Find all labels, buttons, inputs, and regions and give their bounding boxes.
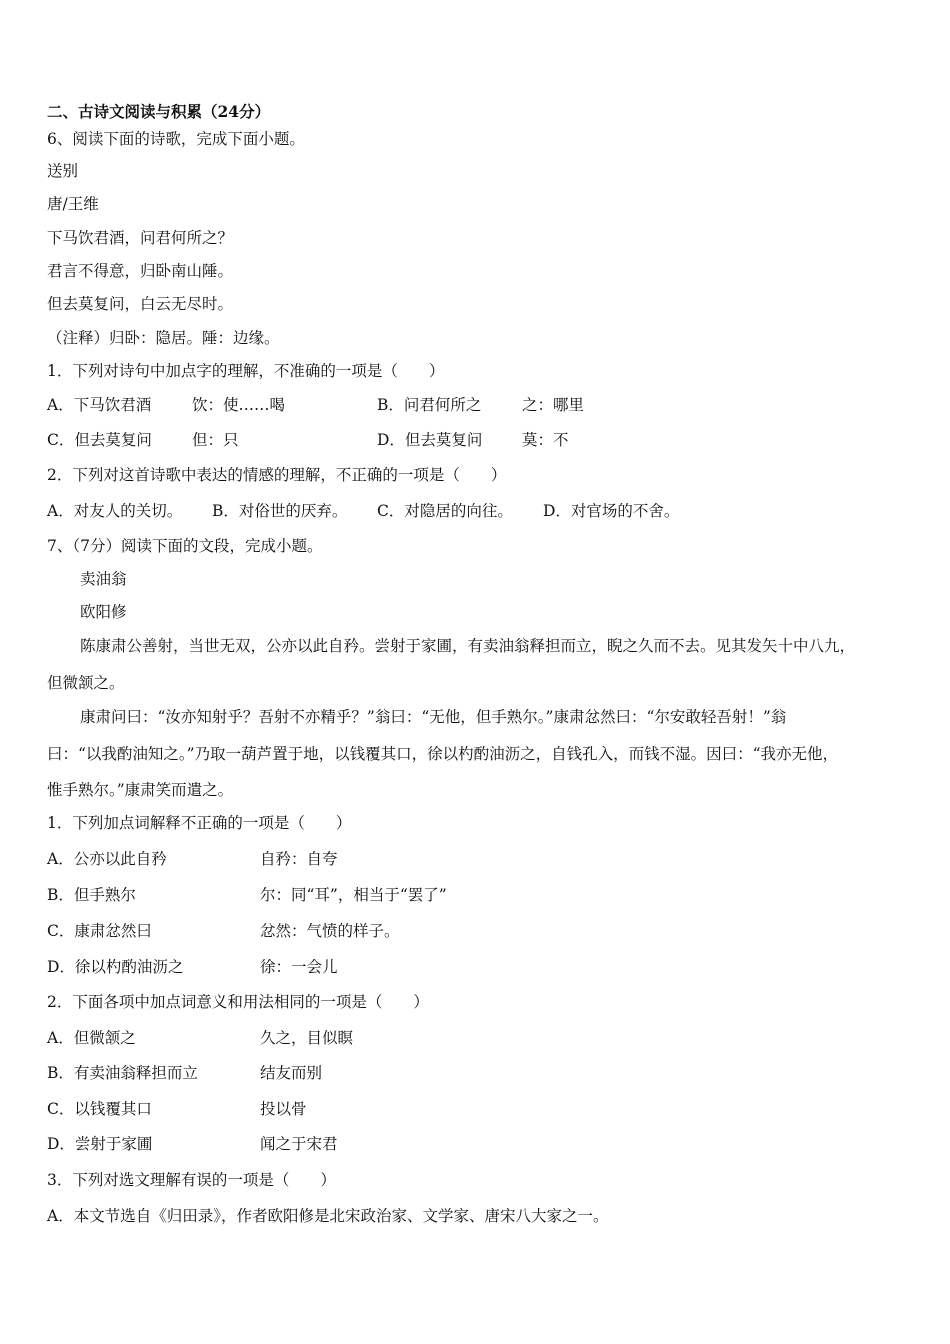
passage-line: 但微颔之。 [47, 674, 125, 692]
option-gloss: 徐：一会儿 [260, 958, 338, 976]
passage-title: 卖油翁 [80, 570, 127, 588]
q7-sub1-option [47, 957, 338, 977]
q7-sub2-option [47, 1099, 307, 1119]
option-gloss: 莫：不 [522, 431, 569, 449]
passage-line: 惟手熟尔。”康肃笑而遣之。 [47, 781, 234, 799]
q6-sub1-option-c [47, 430, 239, 450]
option-phrase: C．康肃忿然曰 [47, 922, 152, 940]
q7-sub3-stem: 3．下列对选文理解有误的一项是（ ） [47, 1171, 336, 1189]
q7-sub3-option-a: A．本文节选自《归田录》，作者欧阳修是北宋政治家、文学家、唐宋八大家之一。 [47, 1207, 609, 1225]
option-gloss: 闻之于宋君 [260, 1135, 338, 1153]
q6-sub2-option-a: A．对友人的关切。 [47, 502, 183, 520]
q6-sub2-option-b: B．对俗世的厌弃。 [212, 502, 348, 520]
q6-intro: 6、阅读下面的诗歌，完成下面小题。 [47, 130, 305, 148]
q6-sub1-option-b [377, 395, 585, 415]
option-gloss: 忿然：气愤的样子。 [260, 922, 400, 940]
passage-line: 陈康肃公善射，当世无双，公亦以此自矜。尝射于家圃，有卖油翁释担而立，睨之久而不去。见其发矢十中八九， [80, 637, 856, 655]
q6-sub1-option-d [377, 430, 569, 450]
option-phrase: B．但手熟尔 [47, 886, 136, 904]
option-phrase: A．但微颔之 [47, 1029, 136, 1047]
q6-sub2-option-c: C．对隐居的向往。 [377, 502, 513, 520]
option-phrase: D．但去莫复问 [377, 431, 483, 449]
option-phrase: A．公亦以此自矜 [47, 850, 167, 868]
passage-line: 曰：“以我酌油知之。”乃取一葫芦置于地，以钱覆其口，徐以杓酌油沥之，自钱孔入，而钱不湿。因曰：“我亦无他， [47, 745, 839, 763]
option-phrase: B．问君何所之 [377, 396, 482, 414]
q7-sub1-option [47, 849, 338, 869]
option-phrase: D．徐以杓酌油沥之 [47, 958, 184, 976]
option-phrase: B．有卖油翁释担而立 [47, 1064, 198, 1082]
poem-line: 但去莫复问，白云无尽时。 [47, 295, 234, 313]
option-phrase: A．下马饮君酒 [47, 396, 152, 414]
option-phrase: C．以钱覆其口 [47, 1100, 152, 1118]
passage-line: 康肃问曰：“汝亦知射乎？吾射不亦精乎？”翁曰：“无他，但手熟尔。”康肃忿然曰：“尔安敢轻吾射！”翁 [80, 708, 787, 726]
option-phrase: D．尝射于家圃 [47, 1135, 153, 1153]
q7-sub1-stem: 1．下列加点词解释不正确的一项是（ ） [47, 814, 352, 832]
q7-sub2-option [47, 1028, 354, 1048]
poem-title: 送别 [47, 162, 79, 180]
poem-note: （注释）归卧：隐居。陲：边缘。 [47, 329, 280, 347]
q6-sub1-stem: 1．下列对诗句中加点字的理解，不准确的一项是（ ） [47, 362, 445, 380]
q7-sub2-option [47, 1134, 338, 1154]
option-gloss: 但：只 [192, 431, 239, 449]
q7-sub2-stem: 2．下面各项中加点词意义和用法相同的一项是（ ） [47, 993, 429, 1011]
poem-author: 唐/王维 [47, 195, 99, 213]
q7-intro: 7、（7分）阅读下面的文段，完成小题。 [47, 537, 323, 555]
option-gloss: 之：哪里 [522, 396, 585, 414]
passage-author: 欧阳修 [80, 603, 127, 621]
section-heading: 二、古诗文阅读与积累（24分） [47, 102, 271, 121]
option-phrase: C．但去莫复问 [47, 431, 152, 449]
q6-sub2-stem: 2．下列对这首诗歌中表达的情感的理解，不正确的一项是（ ） [47, 466, 507, 484]
q7-sub1-option [47, 921, 400, 941]
option-gloss: 结友而别 [260, 1064, 323, 1082]
poem-line: 君言不得意，归卧南山陲。 [47, 262, 234, 280]
option-gloss: 尔：同“耳”，相当于“罢了” [260, 886, 447, 904]
q7-sub2-option [47, 1063, 323, 1083]
option-gloss: 久之，目似瞑 [260, 1029, 354, 1047]
poem-line: 下马饮君酒，问君何所之？ [47, 229, 234, 247]
option-gloss: 自矜：自夸 [260, 850, 338, 868]
q6-sub2-option-d: D．对官场的不舍。 [543, 502, 680, 520]
option-gloss: 投以骨 [260, 1100, 307, 1118]
q6-sub1-option-a [47, 395, 286, 415]
option-gloss: 饮：使……喝 [192, 396, 286, 414]
q7-sub1-option [47, 885, 447, 905]
